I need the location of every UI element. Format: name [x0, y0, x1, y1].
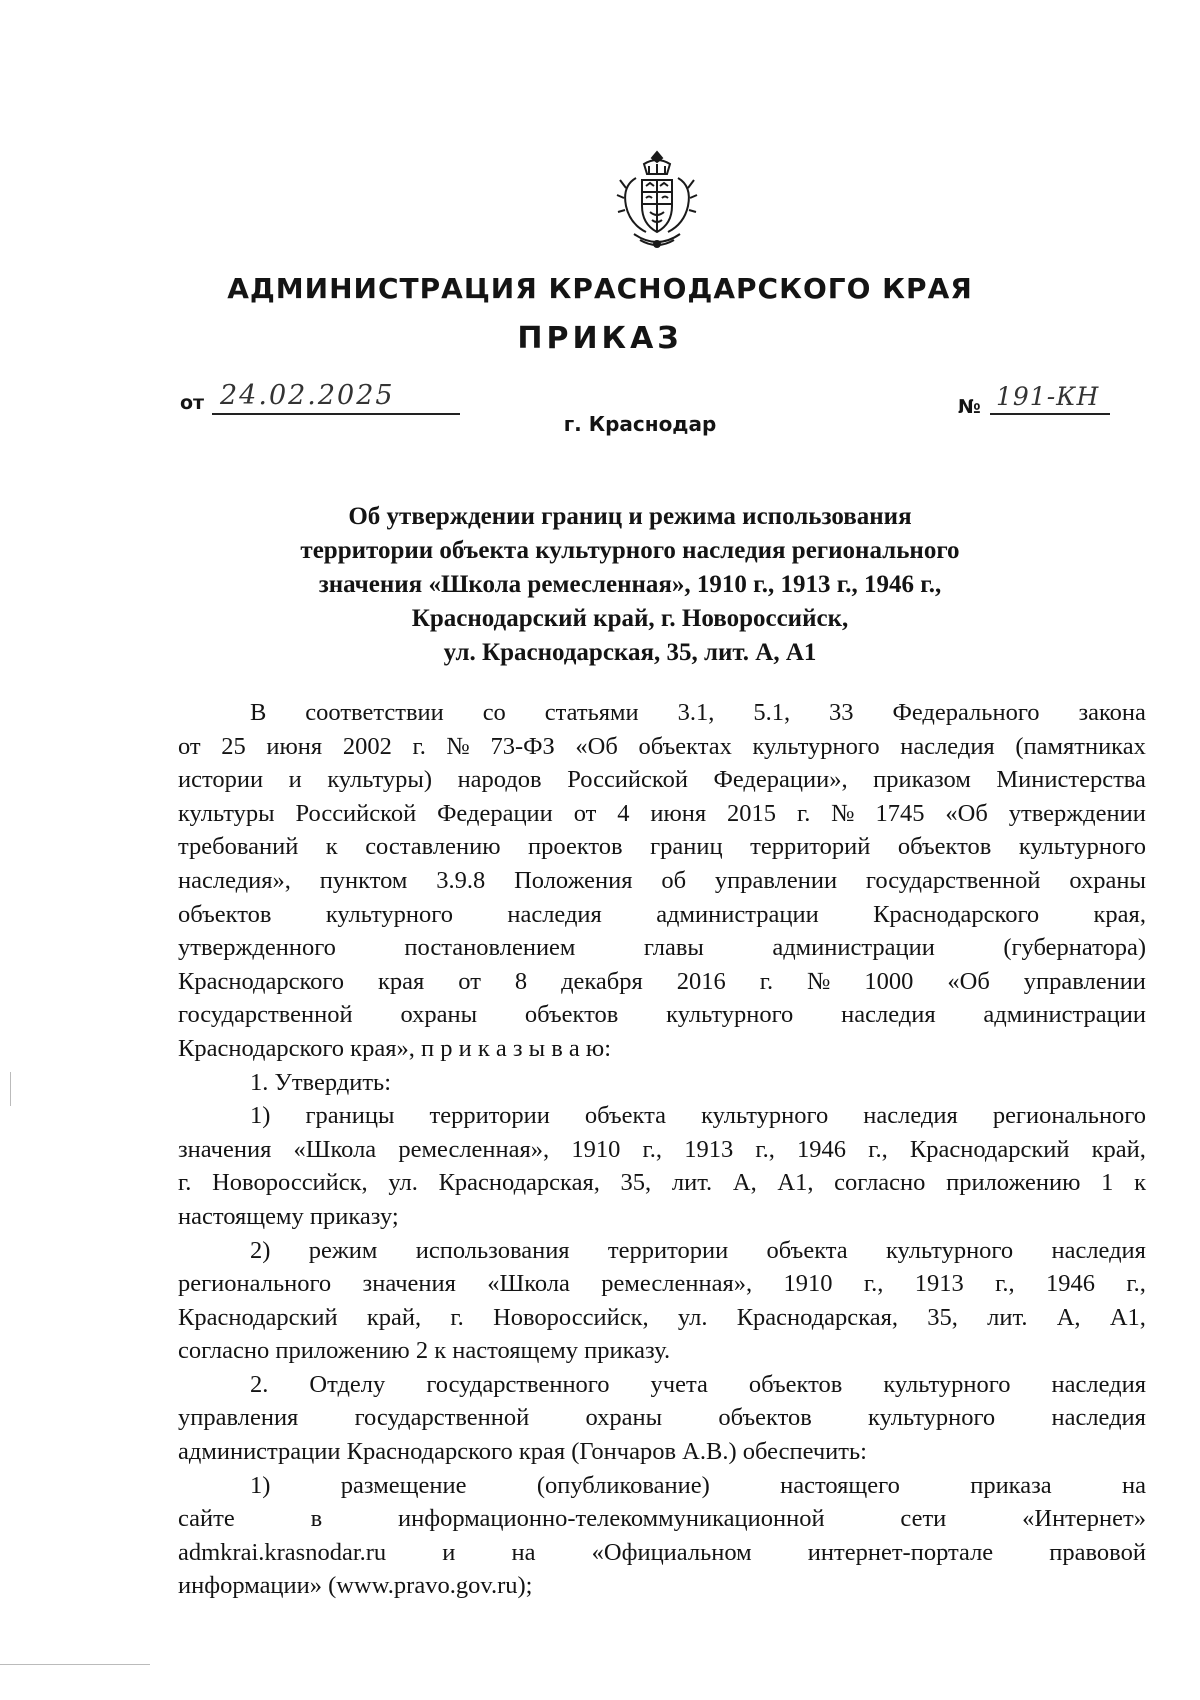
body-line [178, 830, 1146, 864]
word: г., [995, 1270, 1015, 1298]
title-line: территории объекта культурного наследия регионального [300, 537, 960, 564]
word: управления [178, 1404, 299, 1432]
word: пунктом [319, 866, 408, 894]
body-line [178, 1166, 1146, 1200]
word: Новороссийск, [212, 1169, 368, 1197]
word: утвержденного [178, 934, 336, 962]
word: объектов [897, 833, 992, 861]
word: наследия [1051, 1236, 1146, 1264]
word: 2015 [727, 799, 777, 827]
word: использования [415, 1236, 570, 1264]
number-label: № [958, 396, 981, 418]
word: Федерации», [713, 766, 848, 794]
word: охраны [400, 1001, 478, 1029]
word: (губернатора) [1003, 934, 1146, 962]
word: Новороссийск, [493, 1303, 649, 1331]
word: 1) [250, 1471, 271, 1499]
word: наследия [1051, 1370, 1146, 1398]
word: г., [868, 1135, 888, 1163]
word: 1913 [684, 1135, 734, 1163]
word: охраны [585, 1404, 663, 1432]
word: «Школа [487, 1270, 570, 1298]
word: в [310, 1505, 323, 1533]
city: г. Краснодар [563, 412, 717, 436]
word: культурного [885, 1236, 1014, 1264]
word: г. [796, 799, 811, 827]
word: приказа [970, 1471, 1052, 1499]
word: государственной [354, 1404, 530, 1432]
word: Краснодарский [178, 1303, 338, 1331]
body-line: администрации Краснодарского края (Гончаров А.В.) обеспечить: [178, 1438, 867, 1466]
body-line [178, 1536, 1146, 1570]
word: Отделу [309, 1370, 386, 1398]
body-line [178, 898, 1146, 932]
word: размещение [340, 1471, 467, 1499]
word: ремесленная», [601, 1270, 753, 1298]
word: культуры) [327, 766, 433, 794]
word: 2. [250, 1370, 269, 1398]
title-line: Об утверждении границ и режима использования [348, 503, 912, 530]
word: 25 [221, 732, 246, 760]
body-line: информации» (www.pravo.gov.ru); [178, 1572, 533, 1600]
word: Краснодарского [873, 900, 1040, 928]
word: режим [308, 1236, 378, 1264]
word: управлении [1023, 967, 1146, 995]
word: «Об [945, 799, 988, 827]
word: к [1134, 1169, 1146, 1197]
word: Краснодарская, [736, 1303, 898, 1331]
number-value-handwritten: 191-КН [996, 382, 1100, 411]
coat-of-arms-emblem [616, 148, 698, 252]
word: А, [732, 1169, 757, 1197]
word: соответствии [305, 699, 444, 726]
word: истории [178, 766, 264, 794]
word: объектов [718, 1404, 812, 1432]
word: объекта [584, 1102, 666, 1130]
word: от [458, 967, 481, 995]
word: Краснодарская, [438, 1169, 600, 1197]
word: декабря [561, 967, 643, 995]
word: 1) [250, 1102, 271, 1130]
word: значения [178, 1135, 272, 1163]
word: объекта [766, 1236, 848, 1264]
body-line [178, 730, 1146, 764]
body-line [178, 998, 1146, 1032]
body-line [178, 1401, 1146, 1435]
word: культурного [666, 1001, 794, 1029]
body-line [178, 1267, 1146, 1301]
body-line [178, 864, 1146, 898]
body-line [178, 1234, 1146, 1268]
word: управлении [714, 866, 838, 894]
word: наследия [841, 1001, 936, 1029]
word: приложению [946, 1169, 1081, 1197]
word: 4 [617, 799, 630, 827]
word: «Об [947, 967, 990, 995]
word: ул. [677, 1303, 708, 1331]
word: главы [643, 934, 704, 962]
body-line [178, 1099, 1146, 1133]
word: государственной [178, 1001, 353, 1029]
word: согласно [834, 1169, 926, 1197]
word: 1 [1101, 1169, 1114, 1197]
body-line [178, 696, 1146, 730]
word: культурного [868, 1404, 996, 1432]
word: Федерального [892, 699, 1040, 726]
word: приказом [873, 766, 971, 794]
word: 8 [514, 967, 528, 995]
word: 2016 [676, 967, 726, 995]
word: культурного [325, 900, 453, 928]
word: г., [1126, 1270, 1146, 1298]
word: Российской [567, 766, 688, 794]
word: и [442, 1538, 456, 1566]
word: 35, [620, 1169, 652, 1197]
word: Федерации [437, 799, 553, 827]
word: Министерства [996, 766, 1146, 794]
document-title [170, 500, 1090, 670]
word: регионального [992, 1102, 1146, 1130]
body-line [178, 931, 1146, 965]
body-line [178, 763, 1146, 797]
word: 3.9.8 [436, 866, 486, 894]
body-line [178, 965, 1146, 999]
word: ремесленная», [398, 1135, 550, 1163]
word: требований [178, 833, 299, 861]
word: июня [266, 732, 323, 760]
title-line: Краснодарский край, г. Новороссийск, [411, 605, 849, 632]
word: на [1122, 1471, 1146, 1499]
body-line: 1. Утвердить: [250, 1068, 392, 1096]
word: г. [178, 1169, 192, 1197]
word: лит. [671, 1169, 713, 1197]
word: края [378, 967, 425, 995]
word: «Школа [293, 1135, 377, 1163]
word: территорий [750, 833, 871, 861]
word: администрации [983, 1001, 1146, 1029]
word: г. [450, 1303, 464, 1331]
word: границы [305, 1102, 395, 1130]
word: культурного [752, 732, 880, 760]
body-line [178, 797, 1146, 831]
word: 3.1, [677, 699, 715, 726]
word: Положения [514, 866, 633, 894]
word: государственной [865, 866, 1041, 894]
word: 2002 [342, 732, 392, 760]
body-line [178, 1469, 1146, 1503]
word: объектов [524, 1001, 619, 1029]
word: закона [1078, 699, 1146, 726]
word: учета [650, 1370, 708, 1398]
word: со [482, 699, 506, 726]
word: интернет-портале [807, 1538, 994, 1566]
word: постановлением [404, 934, 576, 962]
date-value-handwritten: 24.02.2025 [220, 380, 395, 411]
body-line: Краснодарского края», п р и к а з ы в а ю: [178, 1034, 612, 1062]
word: статьями [544, 699, 639, 726]
word: г. [759, 967, 774, 995]
word: 1000 [864, 967, 914, 995]
word: № [831, 799, 855, 827]
word: наследия [1051, 1404, 1146, 1432]
word: значения [362, 1270, 456, 1298]
word: народов [457, 766, 542, 794]
word: правовой [1049, 1538, 1146, 1566]
document-body [178, 696, 1146, 1603]
word: наследия [900, 732, 995, 760]
word: культурного [701, 1102, 829, 1130]
body-line [178, 1368, 1146, 1402]
word: культурного [883, 1370, 1011, 1398]
word: объектах [638, 732, 732, 760]
word: Российской [295, 799, 417, 827]
word: наследия», [178, 866, 291, 894]
word: 1913 [914, 1270, 964, 1298]
word: границ [650, 833, 723, 861]
word: администрации [656, 900, 819, 928]
word: края, [1093, 900, 1146, 928]
word: на [511, 1538, 536, 1566]
word: составлению [365, 833, 501, 861]
word: г. [412, 732, 426, 760]
word: (опубликование) [536, 1471, 710, 1499]
word: край, [366, 1303, 422, 1331]
word: июня [650, 799, 707, 827]
word: 2) [250, 1236, 271, 1264]
word: admkrai.krasnodar.ru [178, 1538, 387, 1566]
word: территории [607, 1236, 729, 1264]
word: г., [755, 1135, 775, 1163]
word: от [573, 799, 597, 827]
word: объектов [748, 1370, 843, 1398]
scan-artifact [10, 1072, 11, 1106]
word: край, [1091, 1135, 1146, 1163]
word: «Официальном [591, 1538, 752, 1566]
word: г., [863, 1270, 884, 1298]
word: администрации [772, 934, 935, 962]
word: № [446, 732, 470, 760]
word: территории [429, 1102, 550, 1130]
word: ул. [388, 1169, 418, 1197]
body-line: настоящему приказу; [178, 1202, 399, 1230]
word: 1946 [1046, 1270, 1096, 1298]
title-line: ул. Краснодарская, 35, лит. А, А1 [443, 639, 817, 666]
word: и [288, 766, 302, 794]
body-line [178, 1502, 1146, 1536]
word: 1910 [783, 1270, 833, 1298]
word: Краснодарский [909, 1135, 1070, 1163]
word: А1, [1109, 1303, 1146, 1331]
word: культурного [1018, 833, 1146, 861]
word: объектов [178, 900, 272, 928]
word: сайте [178, 1505, 235, 1533]
word: сети [900, 1505, 947, 1533]
organization-name: АДМИНИСТРАЦИЯ КРАСНОДАРСКОГО КРАЯ [227, 272, 973, 305]
word: проектов [528, 833, 623, 861]
word: к [325, 833, 338, 861]
word: 1745 [875, 799, 925, 827]
word: «Интернет» [1022, 1505, 1146, 1533]
word: 1910 [571, 1135, 621, 1163]
word: 73-ФЗ [490, 732, 555, 760]
document-type: ПРИКАЗ [517, 321, 683, 356]
word: А1, [777, 1169, 814, 1197]
word: наследия [863, 1102, 958, 1130]
word: наследия [507, 900, 602, 928]
word: от [178, 732, 201, 760]
word: 33 [829, 699, 854, 726]
word: культуры [178, 799, 275, 827]
word: 1946 [797, 1135, 847, 1163]
word: утверждении [1008, 799, 1146, 827]
word: об [661, 866, 687, 894]
word: (памятниках [1015, 732, 1146, 760]
word: охраны [1069, 866, 1146, 894]
word: Краснодарского [178, 967, 345, 995]
body-line [178, 1133, 1146, 1167]
word: В [250, 699, 267, 726]
body-line [178, 1301, 1146, 1335]
word: государственного [426, 1370, 610, 1398]
word: А, [1056, 1303, 1081, 1331]
word: лит. [987, 1303, 1028, 1331]
word: 5.1, [753, 699, 791, 726]
scan-artifact [0, 1664, 150, 1665]
word: № [807, 967, 831, 995]
word: регионального [178, 1270, 332, 1298]
word: «Об [575, 732, 618, 760]
title-line: значения «Школа ремесленная», 1910 г., 1913 г., 1946 г., [318, 571, 942, 598]
word: г., [642, 1135, 663, 1163]
body-line: согласно приложению 2 к настоящему приказу. [178, 1337, 671, 1365]
word: информационно-телекоммуникационной [397, 1505, 825, 1533]
word: настоящего [780, 1471, 900, 1499]
word: 35, [927, 1303, 958, 1331]
date-label: от [180, 392, 205, 414]
